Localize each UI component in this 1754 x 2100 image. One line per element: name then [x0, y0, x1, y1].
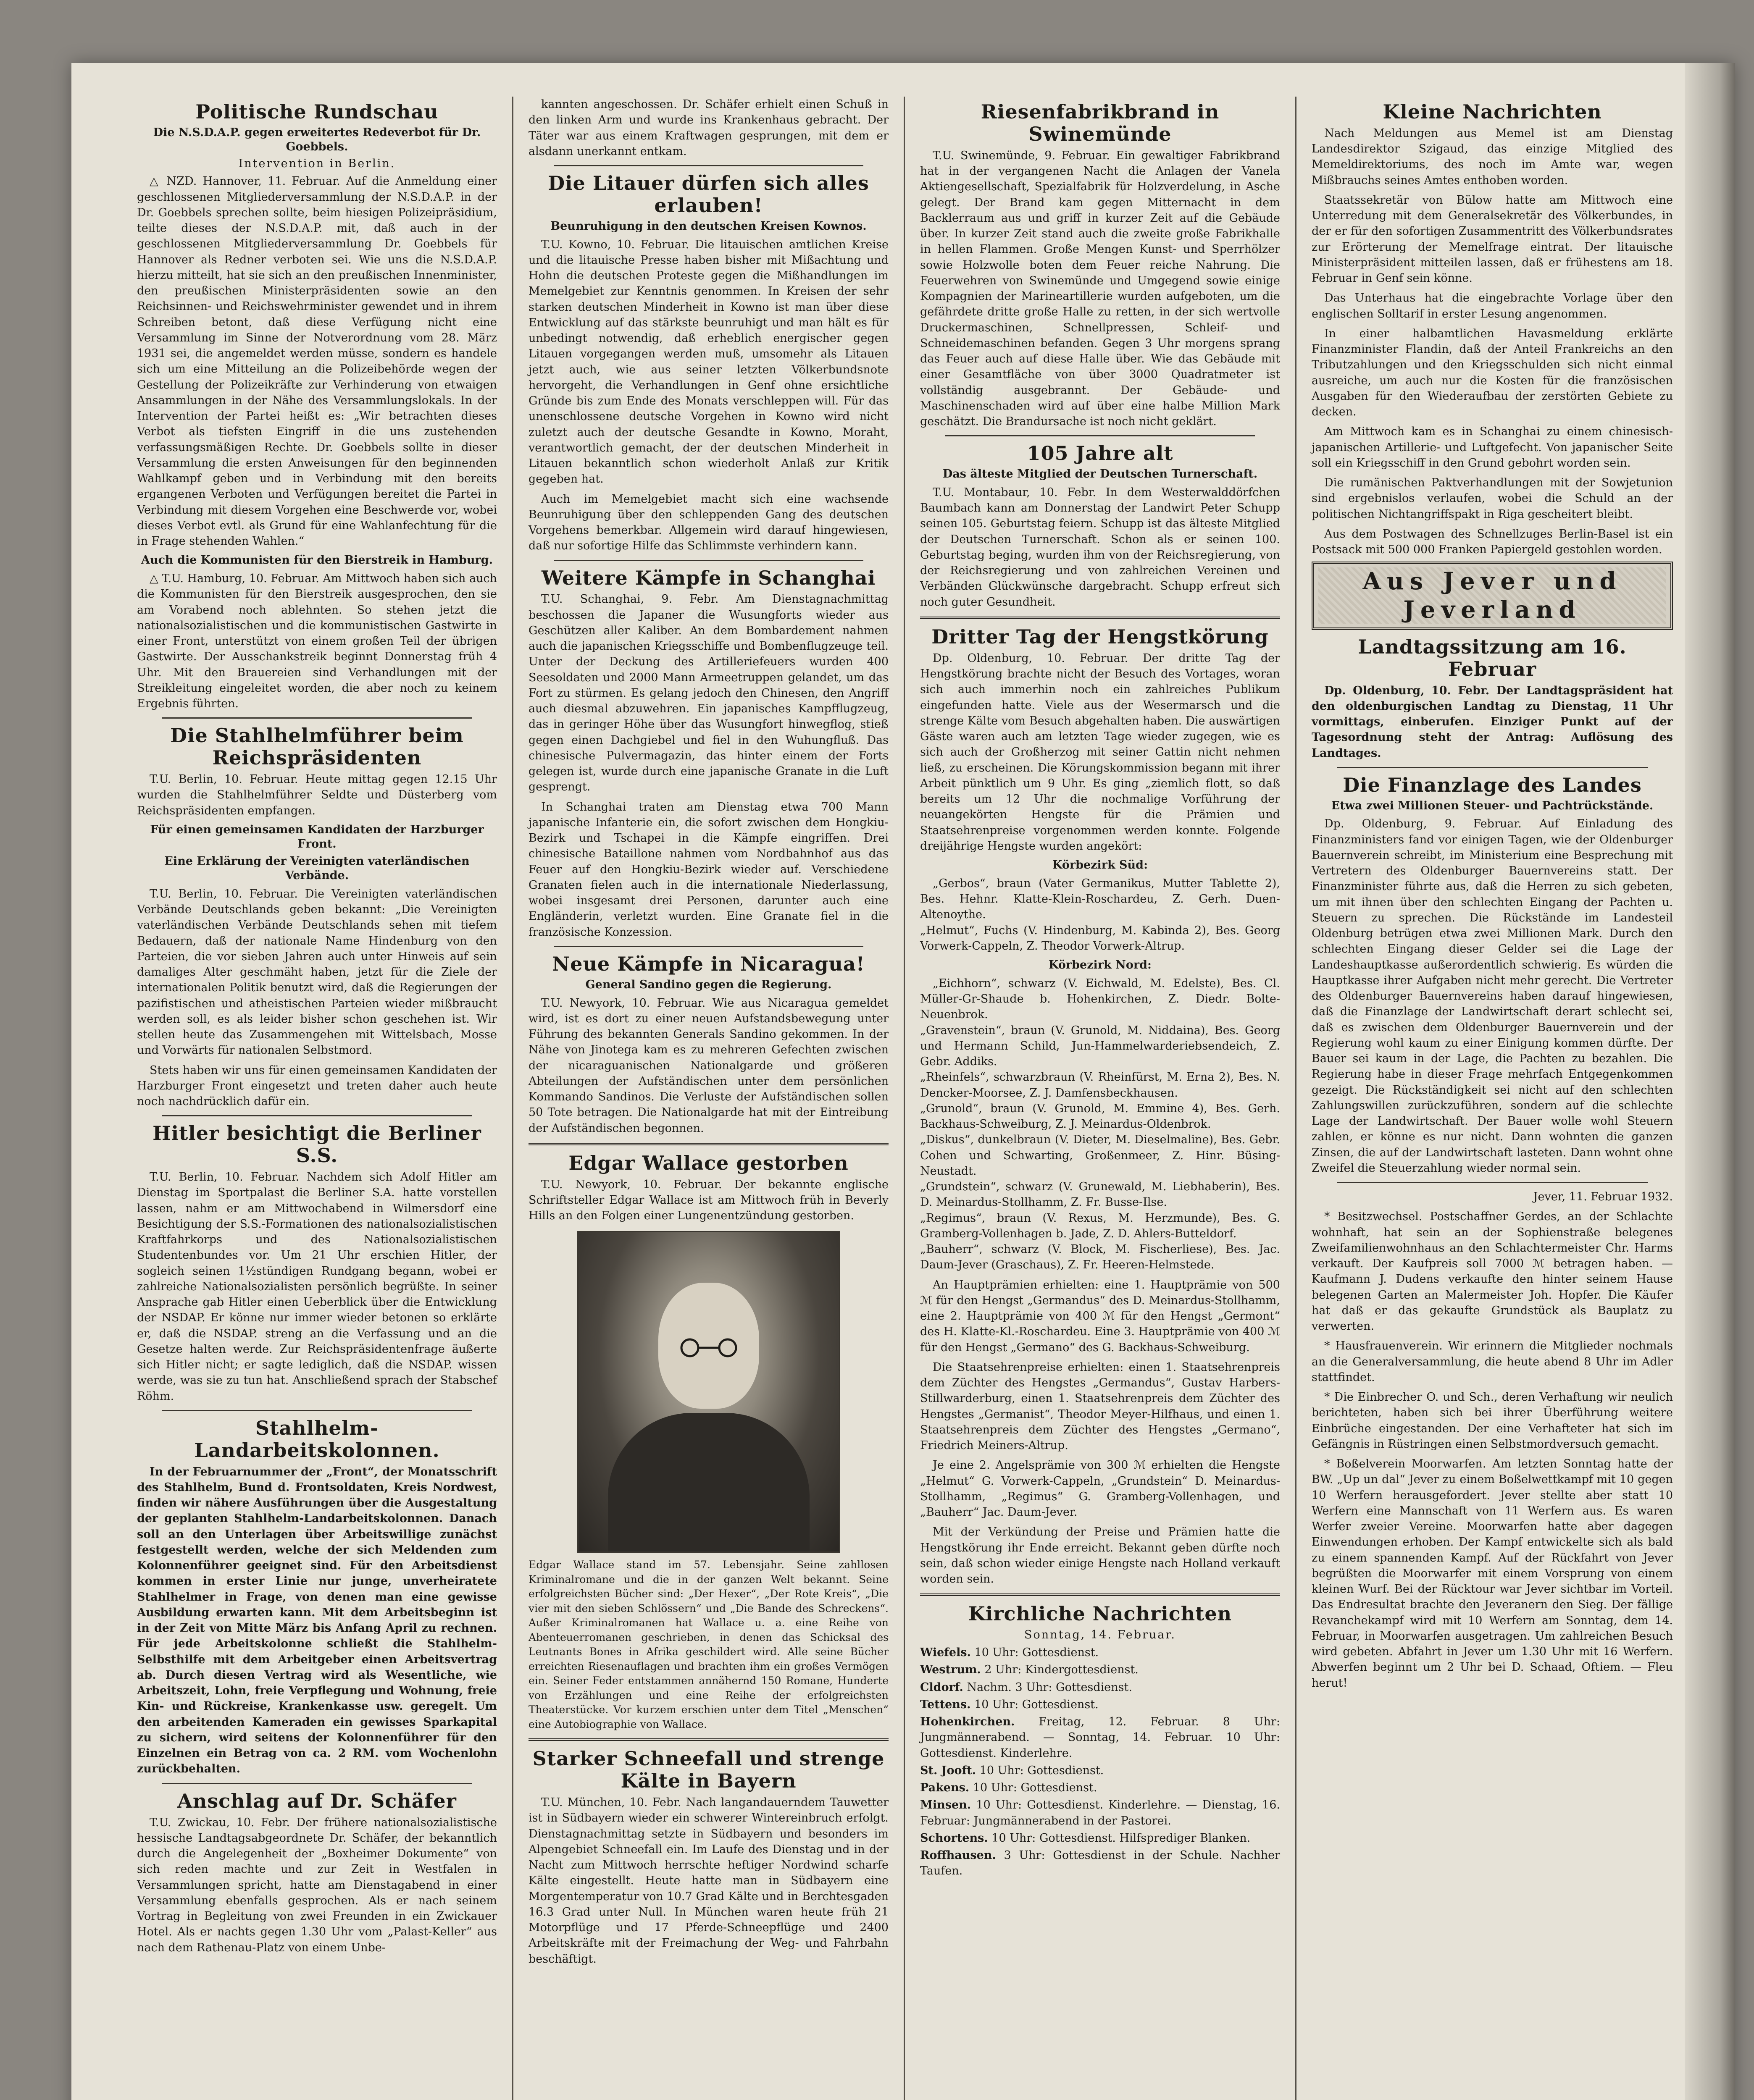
list-item: Minsen. 10 Uhr: Gottesdienst. Kinderlehre. — Dienstag, 16. Februar: Jungmännerabend in der Pastorei. [920, 1798, 1280, 1827]
headline-politische-rundschau: Politische Rundschau [195, 100, 439, 123]
subheadline-koerbezirk-sued: Körbezirk Süd: [1052, 858, 1148, 872]
article-text: Das Unterhaus hat die eingebrachte Vorlage über den englischen Solltarif in erster Lesung angenommen. [1312, 291, 1673, 320]
article-text: An Hauptprämien erhielten: eine 1. Hauptprämie von 500 ℳ für den Hengst „Germandus“ des D. Meinardus-Stollhamm, eine 2. Hauptprämie von 400 ℳ für den Hengst „Germont“ des H. Klatte-Kl.-Roschardeu. Eine 3. Hauptprämie von 400 ℳ für den Hengst „Germano“ des G. Backhaus-Schweiburg. [920, 1278, 1280, 1354]
list-item: Schortens. 10 Uhr: Gottesdienst. Hilfsprediger Blanken. [920, 1831, 1251, 1845]
subheadline-kowno: Beunruhigung in den deutschen Kreisen Kownos. [550, 219, 867, 233]
divider [945, 435, 1255, 436]
headline-finanzlage: Die Finanzlage des Landes [1343, 773, 1642, 796]
headline-schanghai: Weitere Kämpfe in Schanghai [541, 566, 876, 589]
divider [554, 946, 863, 947]
list-item: Roffhausen. 3 Uhr: Gottesdienst in der Schule. Nachher Taufen. [920, 1849, 1280, 1878]
article-text: In der Februarnummer der „Front“, der Monatsschrift des Stahlhelm, Bund d. Frontsoldaten, Kreis Nordwest, finden wir nähere Ausführungen über die Ausgestaltung der geplanten Stahlhelm-Landarbeitskolonnen. Danach soll an den Unterlagen über Arbeitswillige zunächst festgestellt werden, welche der sich Meldenden zum Kolonnenführer geeignet sind. Für den Arbeitsdienst kommen in erster Linie nur junge, unverheiratete Stahlhelmer in Frage, von denen man eine gewisse Ausbildung erwarten kann. Mit dem Arbeitsbeginn ist in der Zeit von Mitte März bis Anfang April zu rechnen. Für jede Arbeitskolonne schließt die Stahlhelm-Selbsthilfe mit dem Arbeitgeber einen Arbeitsvertrag ab. Durch diesen Vertrag wird als Wesentliche, wie Arbeitszeit, Lohn, freie Verpflegung und Wohnung, freie Kin- und Rückreise, Krankenkasse usw. geregelt. Um den arbeitenden Kameraden ein gewisses Sparkapital zu sichern, wird seitens der Kolonnenführer für den Einzelnen ein Betrag von ca. 2 RM. vom Wochenlohn zurückbehalten. [137, 1465, 497, 1776]
headline-anschlag-schaefer: Anschlag auf Dr. Schäfer [177, 1789, 457, 1812]
article-text: Mit der Verkündung der Preise und Prämien hatte die Hengstkörung ihr Ende erreicht. Bekannt geben dürfte noch sein, daß schon wieder einige Hengste nach Holland verkauft worden sein. [920, 1525, 1280, 1586]
article-text: kannten angeschossen. Dr. Schäfer erhielt einen Schuß in den linken Arm und wurde ins Krankenhaus gebracht. Der Täter war aus einem Kraftwagen gesprungen, mit dem er alsdann unerkannt entkam. [529, 98, 889, 158]
divider [162, 1115, 472, 1116]
article-text: Je eine 2. Angelsprämie von 300 ℳ erhielten die Hengste „Helmut“ G. Vorwerk-Cappeln, „Grundstein“ D. Meinardus-Stollhamm, „Regimus“ G. Gramberg-Vollenhagen, und „Bauherr“ Jac. Daum-Jever. [920, 1459, 1280, 1519]
list-item: Cldorf. Nachm. 3 Uhr: Gottesdienst. [920, 1680, 1132, 1694]
column-4 [1296, 97, 1688, 2100]
article-text: Nach Meldungen aus Memel ist am Dienstag Landesdirektor Szigaud, das einzige Mitglied des Memeldirektoriums, des noch im Amte war, wegen Mißbrauchs seines Amtes enthoben worden. [1312, 126, 1673, 187]
article-text: Auch im Memelgebiet macht sich eine wachsende Beunruhigung über den schleppenden Gang des deutschen Vorgehens bemerkbar. Allgemein wird darauf hingewiesen, daß nur sofortige Hilfe das Schlimmste verhindern kann. [529, 492, 889, 553]
portrait-photo [577, 1231, 840, 1553]
headline-nicaragua: Neue Kämpfe in Nicaragua! [552, 952, 865, 975]
divider [162, 717, 472, 719]
subheadline-koerbezirk-nord: Körbezirk Nord: [1049, 958, 1152, 972]
column-3 [905, 97, 1296, 2100]
section-title-jever: Aus Jever und Jeverland [1318, 567, 1666, 624]
article-text: In Schanghai traten am Dienstag etwa 700 Mann japanische Infanterie ein, die sofort zwischen dem Hongkiu-Bezirk und Tschapei in die Kämpfe eingriffen. Drei chinesische Bataillone nahmen vom Nordbahnhof aus das Feuer auf den Hongkiu-Bezirk wieder auf. Verschiedene Granaten fielen auch in die internationale Niederlassung, wobei insgesamt drei Personen, darunter auch eine Engländerin, verletzt wurden. Eine Granate fiel in die französische Konzession. [529, 800, 889, 939]
article-text: T.U. Montabaur, 10. Febr. In dem Westerwalddörfchen Baumbach kann am Donnerstag der Landwirt Peter Schupp seinen 105. Geburtstag feiern. Schupp ist das älteste Mitglied der Deutschen Turnerschaft. Schon als er seinen 100. Geburtstag beging, wurden ihm von der Reichsregierung, von der Reichsregierung und von zahlreichen Vereinen und Verbänden Glückwünsche dargebracht. Schupp erfreut sich noch guter Gesundheit. [920, 486, 1280, 609]
divider [1337, 1182, 1648, 1183]
headline-schneefall: Starker Schneefall und strenge Kälte in Bayern [532, 1747, 885, 1793]
headline-fabrikbrand: Riesenfabrikbrand in Swinemünde [981, 100, 1220, 145]
subheadline-turnerschaft: Das älteste Mitglied der Deutschen Turnerschaft. [942, 467, 1258, 481]
article-text: „Gerbos“, braun (Vater Germanikus, Mutter Tablette 2), Bes. Hehnr. Klatte-Klein-Roschardeu, Z. Gerh. Duen-Altenoythe. „Helmut“, Fuchs (V. Hindenburg, M. Kabinda 2), Bes. Georg Vorwerk-Cappeln, Z. Theodor Vorwerk-Altrup. [920, 877, 1280, 953]
article-text: T.U. Zwickau, 10. Febr. Der frühere nationalsozialistische hessische Landtagsabgeordnete Dr. Schäfer, der bekanntlich durch die Angelegenheit der „Boxheimer Dokumente“ von sich reden machte und zur Zeit in Westfalen in Versammlungen spricht, hatte am Dienstagabend in einer Versammlung ebenfalls gesprochen. Als er nach seinem Vortrag in Begleitung von zwei Freunden in ein Zwickauer Hotel. Als er nachts gegen 1.30 Uhr vom „Palast-Keller“ aus nach dem Rathenau-Platz von einem Unbe- [137, 1816, 497, 1954]
subheadline-bierstreik: Auch die Kommunisten für den Bierstreik in Hamburg. [141, 554, 493, 567]
subheadline-redeverbot: Die N.S.D.A.P. gegen erweitertes Redeverbot für Dr. Goebbels. [153, 126, 481, 153]
divider [920, 617, 1280, 619]
column-1 [122, 97, 513, 2100]
article-text: „Eichhorn“, schwarz (V. Eichwald, M. Edelste), Bes. Cl. Müller-Gr-Shaude b. Hohenkirchen, Z. Diedr. Bolte-Neuenbrok. „Gravenstein“, braun (V. Grunold, M. Niddaina), Bes. Georg und Hermann Schild, Jun-Hammelwarderiebsendeich, Z. Gebr. Addiks. „Rheinfels“, schwarzbraun (V. Rheinfürst, M. Erna 2), Bes. N. Dencker-Moorsee, Z. J. Damfensbeckhausen. „Grunold“, braun (V. Grunold, M. Emmine 4), Bes. Gerh. Backhaus-Schweiburg, Z. J. Meinardus-Oldenbrok. „Diskus“, dunkelbraun (V. Dieter, M. Dieselmaline), Bes. Gebr. Cohen und Schwarting, Großenmeer, Z. Hinr. Büsing-Neustadt. „Grundstein“, schwarz (V. Grunewald, M. Liebhaberin), Bes. D. Meinardus-Stollhamm, Z. Fr. Busse-Ilse. „Regimus“, braun (V. Rexus, M. Herzmunde), Bes. G. Gramberg-Vollenhagen b. Jade, Z. D. Ahlers-Butteldorf. „Bauherr“, schwarz (V. Block, M. Fischerliese), Bes. Jac. Daum-Jever (Graschaus), Z. Fr. Heeren-Helmstede. [920, 976, 1280, 1272]
headline-kleine-nachrichten: Kleine Nachrichten [1383, 100, 1602, 123]
subheadline-harzburger-front: Für einen gemeinsamen Kandidaten der Harzburger Front. [150, 823, 484, 850]
article-text: T.U. Newyork, 10. Februar. Wie aus Nicaragua gemeldet wird, ist es dort zu einer neuen Aufstandsbewegung unter Führung des bekannten Generals Sandino gekommen. In der Nähe von Jinotega kam es zu mehreren Gefechten zwischen der nicaraguanischen Nationalgarde und größeren Abteilungen der Aufständischen unter dem persönlichen Kommando Sandinos. Die Verluste der Aufständischen sollen 50 Tote betragen. Die Nationalgarde hat mit der Eintreibung der Aufständischen begonnen. [529, 996, 889, 1135]
portrait-suit [608, 1413, 810, 1551]
headline-kirchliche-nachrichten: Kirchliche Nachrichten [968, 1602, 1232, 1625]
article-text: Staatssekretär von Bülow hatte am Mittwoch eine Unterredung mit dem Generalsekretär des Völkerbundes, in der er für den sofortigen Zusammentritt des Völkerbundsrates zur Erörterung der Memelfrage eintrat. Der litauische Ministerpräsident mitteilen lassen, daß er frühestens am 18. Februar in Genf sein könne. [1312, 193, 1673, 285]
headline-hengstkoerung: Dritter Tag der Hengstkörung [931, 625, 1269, 648]
column-2 [513, 97, 905, 2100]
divider [162, 1783, 472, 1784]
photo-caption: Edgar Wallace stand im 57. Lebensjahr. Seine zahllosen Kriminalromane und die in der ganzen Welt bekannt. Seine erfolgreichsten Bücher sind: „Der Hexer“, „Der Rote Kreis“, „Die vier mit den sieben Schlössern“ und „Die Bande des Schreckens“. Außer Kriminalromanen hat Wallace u. a. eine Reihe von Abenteuerromanen geschrieben, in denen das Schicksal des Leutnants Bones in Afrika geschildert wird. Alle seine Bücher erreichten Riesenauflagen und brachten ihm ein großes Vermögen ein. Seiner Feder entstammen annähernd 150 Romane, Hunderte von Erzählungen und eine Reihe der erfolgreichsten Theaterstücke. Vor kurzem erschien unter dem Titel „Menschen“ eine Autobiographie von Wallace. [529, 1559, 889, 1730]
article-text: * Besitzwechsel. Postschaffner Gerdes, an der Schlachte wohnhaft, hat sein an der Sophienstraße belegenes Zweifamilienwohnhaus an den Schlachtermeister Chr. Harms verkauft. Der Kaufpreis soll 7000 ℳ betragen haben. — Kaufmann J. Dudens verkaufte den hinter seinem Hause belegenen Garten an Malermeister Joh. Hopfer. Die Käufer hat daß er das gekaufte Grundstück als Bauplatz zu verwerten. [1312, 1210, 1673, 1333]
divider [920, 1593, 1280, 1596]
article-text: Am Mittwoch kam es in Schanghai zu einem chinesisch-japanischen Artillerie- und Luftgefecht. Von japanischer Seite soll ein Kriegsschiff in den Grund gebohrt worden sein. [1312, 425, 1673, 470]
article-text: * Die Einbrecher O. und Sch., deren Verhaftung wir neulich berichteten, haben sich bei ihrer Überführung weitere Einbrüche eingestanden. Der eine Verhafteter hat sich im Gefängnis in Rüstringen einen Selbstmordversuch gemacht. [1312, 1391, 1673, 1451]
article-text: T.U. Schanghai, 9. Febr. Am Dienstagnachmittag beschossen die Japaner die Wusungforts wieder aus Geschützen aller Kaliber. An dem Bombardement nahmen auch die japanischen Kriegsschiffe und Bombenflugzeuge teil. Unter der Deckung des Artilleriefeuers wurden 400 Seesoldaten und 2000 Mann Armeetruppen gelandet, um das Fort zu stürmen. Es gelang jedoch den Chinesen, den Angriff auch diesmal abzuwehren. Ein japanisches Kampfflugzeug, das in geringer Höhe über das Wusungfort hinwegflog, stieß gegen einen Dachgiebel und fiel in den Wuhungfluß. Das chinesische Pulvermagazin, das hinter einem der Forts gelegen ist, wurde durch eine japanische Granate in die Luft gesprengt. [529, 593, 889, 794]
subheadline-rueckstaende: Etwa zwei Millionen Steuer- und Pachtrückstände. [1331, 799, 1654, 812]
article-text: Die Staatsehrenpreise erhielten: einen 1. Staatsehrenpreis dem Züchter des Hengstes „Germandus“, Gustav Harbers-Stillwarderburg, einen 1. Staatsehrenpreis dem Züchter des Hengstes „Germanist“, Theodor Meyer-Hilfhaus, und einen 1. Staatsehrenpreis dem Züchter des Hengstes „Germano“, Friedrich Meiners-Altrup. [920, 1360, 1280, 1452]
headline-landtagssitzung: Landtagssitzung am 16. Februar [1358, 635, 1627, 680]
article-text: * Hausfrauenverein. Wir erinnern die Mitglieder nochmals an die Generalversammlung, die heute abend 8 Uhr im Adler stattfindet. [1312, 1339, 1673, 1384]
article-text: Die rumänischen Paktverhandlungen mit der Sowjetunion sind ergebnislos verlaufen, wobei die Schuld an der politischen Nichtangriffspakt in Riga gescheitert bleibt. [1312, 476, 1673, 521]
divider [162, 1410, 472, 1411]
article-text: T.U. Berlin, 10. Februar. Nachdem sich Adolf Hitler am Dienstag im Sportpalast die Berliner S.A. hatte vorstellen lassen, nahm er am Mittwochabend in Wilmersdorf eine Besichtigung der S.S.-Formationen des nationalsozialistischen Kraftfahrkorps und des Nationalsozialistischen Studentenbundes vor. Um 21 Uhr erschien Hitler, der sogleich seinen 1½stündigen Rundgang begann, wobei er zahlreiche Nationalsozialisten persönlich begrüßte. In seiner Ansprache gab Hitler einen Ueberblick über die Entwicklung der NSDAP. Er könne nur immer wieder betonen so erklärte er, daß die NSDAP. streng an die Verfassung und an die Gesetze halten werde. Zur Reichspräsidentenfrage äußerte sich Hitler nicht; er sagte lediglich, daß die NSDAP. wissen werde, was sie zu tun hat. Anschließend sprach der Stabschef Röhm. [137, 1171, 497, 1403]
headline-landarbeitskolonnen: Stahlhelm-Landarbeitskolonnen. [194, 1416, 440, 1462]
section-header-box [1312, 562, 1673, 630]
church-list [920, 1645, 1280, 1879]
article-text: Dp. Oldenburg, 10. Febr. Der Landtagspräsident hat den oldenburgischen Landtag zu Dienstag, 11 Uhr vormittags, einberufen. Einziger Punkt auf der Tagesordnung steht der Antrag: Auflösung des Landtages. [1312, 684, 1673, 760]
article-text: T.U. Kowno, 10. Februar. Die litauischen amtlichen Kreise und die litauische Presse haben bisher mit Mißachtung und Hohn die deutschen Proteste gegen die Mißhandlungen im Memelgebiet zur Kenntnis genommen. In Kreisen der sehr starken deutschen Minderheit in Kowno ist man über diese Entwicklung auf das stärkste beunruhigt und man hält es für unbedingt notwendig, daß erheblich energischer gegen Litauen vorgegangen werden muß, umsomehr als Litauen jetzt auch, wie aus seiner letzten Völkerbundsnote hervorgeht, die Verhandlungen in Genf ohne ersichtliche Gründe bis zum Ende des Monats verschleppen will. Für das unenschlossene deutsche Vorgehen in Kowno wird nicht zuletzt auch der deutsche Gesandte in Kowno, Moraht, verantwortlich gemacht, der der deutschen Minderheit in Litauen bekanntlich schon wiederholt Anlaß zur Kritik gegeben hat. [529, 238, 889, 486]
headline-105-jahre: 105 Jahre alt [1027, 442, 1173, 465]
subheadline-sandino: General Sandino gegen die Regierung. [585, 978, 832, 991]
dateline-intervention: Intervention in Berlin. [238, 157, 396, 171]
article-text: T.U. München, 10. Febr. Nach langandauerndem Tauwetter ist in Südbayern wieder ein schwerer Wintereinbruch erfolgt. Dienstagnachmittag setzte in Südbayern und besonders im Alpengebiet Schneefall ein. Im Laufe des Dienstag und in der Nacht zum Mittwoch herrschte heftiger Nordwind scharfe Kälte eingestellt. Heute hatte man in Südbayern eine Morgentemperatur von 10.7 Grad Kälte und in Berchtesgaden 16.3 Grad unter Null. In München waren heute früh 21 Motorpflüge und 17 Pferde-Schneepflüge und 2400 Arbeitskräfte mit der Freimachung der Weg- und Fahrbahn beschäftigt. [529, 1796, 889, 1966]
article-text: In einer halbamtlichen Havasmeldung erklärte Finanzminister Flandin, daß der Anteil Frankreichs an den Tributzahlungen und den Kriegsschulden sich nicht einmal ausreiche, um auch nur die Kosten für die französischen Ausgaben für den Wiederaufbau der zerstörten Gebiete zu decken. [1312, 327, 1673, 419]
headline-litauer: Die Litauer dürfen sich alles erlauben! [548, 172, 869, 217]
newspaper-page [71, 63, 1735, 2100]
divider [529, 1738, 889, 1741]
article-text: Dp. Oldenburg, 10. Februar. Der dritte Tag der Hengstkörung brachte nicht der Besuch des Vortages, woran sich auch immerhin noch ein zahlreiches Publikum eingefunden hatte. Viele aus der Wesermarsch und die strenge Kälte vom Besuch abgehalten haben. Die auswärtigen Gäste waren auch am letzten Tage wieder zugegen, wie es sich auch der Großherzog mit seiner Gattin nicht nehmen ließ, zu erscheinen. Die Körungskommission begann mit ihrer Arbeit pünktlich um 9 Uhr. Es ging „ziemlich flott, so daß bereits um 12 Uhr die nochmalige Vorführung der neuangekörten Hengste für die Prämien und Staatsehrenpreise vorgenommen werden konnte. Folgende dreijährige Hengste wurden angekört: [920, 651, 1280, 853]
article-text: T.U. Berlin, 10. Februar. Die Vereinigten vaterländischen Verbände Deutschlands geben bekannt: „Die Vereinigten vaterländischen Verbände Deutschlands sehen mit tiefem Bedauern, daß der nationale Name Hindenburg von den Parteien, die vor sieben Jahren auch unter Hinweis auf sein damaliges Alter geschmäht haben, jetzt für die Ziele der internationalen Politik benutzt wird, daß die Regierungen der pazifistischen und atheistischen Parteien wieder mißbraucht werden soll, es als leider bisher schon geschehen ist. Wir stellen heute das Zusammengehen mit Wittelsbach, Mosse und Vorwärts für nationalen Selbstmord. [137, 887, 497, 1057]
list-item: Tettens. 10 Uhr: Gottesdienst. [920, 1698, 1099, 1711]
column-container [122, 97, 1689, 2100]
list-item: St. Jooft. 10 Uhr: Gottesdienst. [920, 1764, 1104, 1777]
list-item: Pakens. 10 Uhr: Gottesdienst. [920, 1781, 1097, 1795]
headline-stahlhelmfuehrer: Die Stahlhelmführer beim Reichspräsidenten [170, 724, 464, 769]
divider [529, 1143, 889, 1145]
article-text: * Boßelverein Moorwarfen. Am letzten Sonntag hatte der BW. „Up un dal“ Jever zu einem Boßelwettkampf mit 10 gegen 10 Werfern herausgefordert. Jever stellte aber statt 10 Werfern eine Mannschaft von 11 Werfern aus. Es waren Werfer zweier Vereine. Moorwarfen hatte aber dagegen Einwendungen erhoben. Der Kampf entwickelte sich als bald zu einem spannenden Kampf. Auf der Rückfahrt von Jever begrüßten die Moorwarfer mit einem Vorsprung von einem kleinen Wurf. Bei der Rücktour war Jever sichtbar im Vorteil. Das Endresultat brachte den Jeveranern den Sieg. Der fällige Revanchekampf wird mit 10 Werfern am Sonntag, dem 14. Februar, in Moorwarfen ausgetragen. Um zahlreichen Besuch wird gebeten. Abfahrt in Jever um 1.30 Uhr mit 16 Werfern. Abwerfen beginnt um 2 Uhr bei D. Schaad, Oftiem. — Fleu herut! [1312, 1457, 1673, 1690]
article-text: Stets haben wir uns für einen gemeinsamen Kandidaten der Harzburger Front eingesetzt und treten daher auch heute noch nachdrücklich dafür ein. [137, 1063, 497, 1108]
church-date: Sonntag, 14. Februar. [1024, 1628, 1176, 1642]
article-text: T.U. Newyork, 10. Februar. Der bekannte englische Schriftsteller Edgar Wallace ist am Mittwoch früh in Beverly Hills an den Folgen einer Lungenentzündung gestorben. [529, 1178, 889, 1223]
divider [554, 560, 863, 561]
list-item: Wiefels. 10 Uhr: Gottesdienst. [920, 1646, 1099, 1659]
article-text: T.U. Berlin, 10. Februar. Heute mittag gegen 12.15 Uhr wurden die Stahlhelmführer Seldte und Düsterberg vom Reichspräsidenten empfangen. [137, 773, 497, 817]
subheadline-erklaerung: Eine Erklärung der Vereinigten vaterländischen Verbände. [164, 855, 470, 882]
glasses-icon [671, 1337, 747, 1358]
list-item: Hohenkirchen. Freitag, 12. Februar. 8 Uhr: Jungmännerabend. — Sonntag, 14. Februar. 10 Uhr: Gottesdienst. Kinderlehre. [920, 1715, 1280, 1760]
article-text: T.U. Swinemünde, 9. Februar. Ein gewaltiger Fabrikbrand hat in der vergangenen Nacht die Anlagen der Vanela Aktiengesellschaft, Spezialfabrik für Holzverdelung, in Asche gelegt. Der Brand kam gegen Mitternacht in dem Backlerraum aus und griff in kurzer Zeit auf die Gebäude über. In kurzer Zeit stand auch die zweite große Fabrikhalle in hellen Flammen. Große Mengen Kunst- und Sperrhölzer sowie Holzwolle boten dem Feuer reiche Nahrung. Die Feuerwehren von Swinemünde und Umgegend sowie einige Kompagnien der Marineartillerie wurden aufgeboten, um die gefährdete dritte große Halle zu retten, in der sich wertvolle Druckermaschinen, Schnellpressen, Schleif- und Schneidemaschinen befanden. Gegen 3 Uhr morgens sprang das Feuer auch auf diese Halle über. Wie das Gebäude mit einer Gesamtfläche von über 3000 Quadratmeter ist vollständig ausgebrannt. Der Gebäude- und Maschinenschaden wird auf über eine halbe Million Mark geschätzt. Die Brandursache ist noch nicht geklärt. [920, 149, 1280, 428]
local-dateline: Jever, 11. Februar 1932. [1533, 1190, 1673, 1204]
divider [554, 165, 863, 166]
article-text: Aus dem Postwagen des Schnellzuges Berlin-Basel ist ein Postsack mit 500 000 Franken Papiergeld gestohlen worden. [1312, 527, 1673, 556]
page-binding-edge [1685, 63, 1735, 2100]
article-text: △ T.U. Hamburg, 10. Februar. Am Mittwoch haben sich auch die Kommunisten für den Bierstreik ausgesprochen, den sie am Vorabend noch ablehnten. So stehen jetzt die nationalsozialistischen und die kommunistischen Gastwirte in einer Front, unterstützt von einem großen Teil der übrigen Gastwirte. Der Ausschankstreik beginnt Donnerstag früh 4 Uhr. Mit den Brauereien sind Verhandlungen mit der Streikleitung eingeleitet worden, die aber noch zu keinem Ergebnis führten. [137, 572, 497, 711]
article-text: △ NZD. Hannover, 11. Februar. Auf die Anmeldung einer geschlossenen Mitgliederversammlung der N.S.D.A.P. in der Dr. Goebbels sprechen sollte, beim hiesigen Polizeipräsidium, teilte dieses der N.S.D.A.P. mit, daß auch in der geschlossenen Mitgliederversammlung Dr. Goebbels für Hannover als Redner verboten sei. Wie uns die N.S.D.A.P. hierzu mitteilt, hat sie sich an den preußischen Innenminister, den preußischen Ministerpräsidenten sowie an den Reichsinnen- und Reichswehrminister gewendet und in ihrem Schreiben betont, daß diese Verfügung nicht eine Versammlung im Sinne der Notverordnung vom 28. März 1931 sei, die angemeldet werden müsse, sondern es handele sich um eine Mitteilung an die Polizeibehörde wegen der Gestellung der Polizeikräfte zur Verhinderung von etwaigen Ansammlungen in der Nähe des Versammlungslokals. In der Intervention der Partei heißt es: „Wir betrachten dieses Verbot als tiefsten Eingriff in die uns zustehenden verfassungsmäßigen Rechte. Dr. Goebbels sollte in dieser Versammlung die ersten Anweisungen für den beginnenden Wahlkampf geben und in Verbindung mit den bereits ergangenen Verboten und Verfügungen bereitet die Partei in Verbindung mit diesem Vorgehen eine Beschwerde vor, wobei dieses Verbot evtl. als Grund für eine Wahlanfechtung für die in Frage stehenden Wahlen.“ [137, 175, 497, 548]
headline-edgar-wallace: Edgar Wallace gestorben [568, 1151, 849, 1174]
article-text: Dp. Oldenburg, 9. Februar. Auf Einladung des Finanzministers fand vor einigen Tagen, wie der Oldenburger Bauernverein schreibt, im Ministerium eine Besprechung mit Vertretern des Oldenburger Bauernvereins statt. Der Finanzminister führte aus, daß die Herren zu sich gebeten, um mit ihnen über den schlechten Eingang der Pachten u. Steuern zu sprechen. Die Rückstände im Landesteil Oldenburg betrügen etwa zwei Millionen Mark. Durch den schlechten Eingang dieser Gelder sei die Lage der Landeshauptkasse außerordentlich schwierig. Es würden die Hauptkasse ihrer Aufgaben nicht mehr gerecht. Die Vertreter des Oldenburger Bauernvereins haben darauf hingewiesen, daß die Finanzlage der Landwirtschaft derart schlecht sei, daß es zwischen dem Oldenburger Bauernverein und der Regierung wohl kaum zu einer Einigung kommen dürfte. Der Bauer sei kaum in der Lage, die Pachten zu bezahlen. Die Regierung habe in dieser Frage mehrfach Entgegenkommen gezeigt. Die Rückständigkeit sei nicht auf den schlechten Zahlungswillen zurückzuführen, sondern auf die schlechte Lage der Landwirtschaft. Der Bauer wolle wohl Steuern zahlen, er könne es nur nicht. Dann wohnten die ganzen Zinsen, die auf der Landwirtschaft lasteten. Dann wohnt ohne Zweifel die Steuerzahlung wieder normal sein. [1312, 817, 1673, 1175]
headline-hitler-ss: Hitler besichtigt die Berliner S.S. [153, 1122, 481, 1167]
list-item: Westrum. 2 Uhr: Kindergottesdienst. [920, 1663, 1139, 1677]
divider [1337, 767, 1648, 768]
